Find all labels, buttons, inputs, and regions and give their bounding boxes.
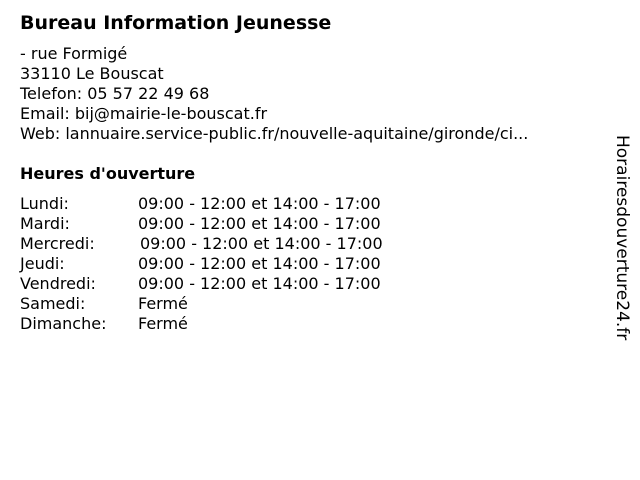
phone-line: Telefon: 05 57 22 49 68 xyxy=(20,84,210,103)
day-hours: Fermé xyxy=(138,294,188,313)
day-hours: 09:00 - 12:00 et 14:00 - 17:00 xyxy=(138,194,381,213)
office-name: Bureau Information Jeunesse xyxy=(20,12,332,34)
day-label: Mardi: xyxy=(20,214,70,233)
day-hours: 09:00 - 12:00 et 14:00 - 17:00 xyxy=(140,234,383,253)
contact-info xyxy=(20,44,528,144)
web-line: Web: lannuaire.service-public.fr/nouvelle-aquitaine/gironde/ci... xyxy=(20,124,529,143)
day-label: Samedi: xyxy=(20,294,86,313)
day-label: Lundi: xyxy=(20,194,69,213)
day-label: Jeudi: xyxy=(20,254,65,273)
day-hours: 09:00 - 12:00 et 14:00 - 17:00 xyxy=(138,254,381,273)
address-city: 33110 Le Bouscat xyxy=(20,64,164,83)
hours-heading: Heures d'ouverture xyxy=(20,164,196,183)
email-line: Email: bij@mairie-le-bouscat.fr xyxy=(20,104,268,123)
day-label: Vendredi: xyxy=(20,274,96,293)
day-label: Mercredi: xyxy=(20,234,95,253)
day-hours: 09:00 - 12:00 et 14:00 - 17:00 xyxy=(138,274,381,293)
address-street: - rue Formigé xyxy=(20,44,128,63)
day-label: Dimanche: xyxy=(20,314,107,333)
day-hours: Fermé xyxy=(138,314,188,333)
day-hours: 09:00 - 12:00 et 14:00 - 17:00 xyxy=(138,214,381,233)
site-watermark: Horairesdouverture24.fr xyxy=(612,135,632,341)
